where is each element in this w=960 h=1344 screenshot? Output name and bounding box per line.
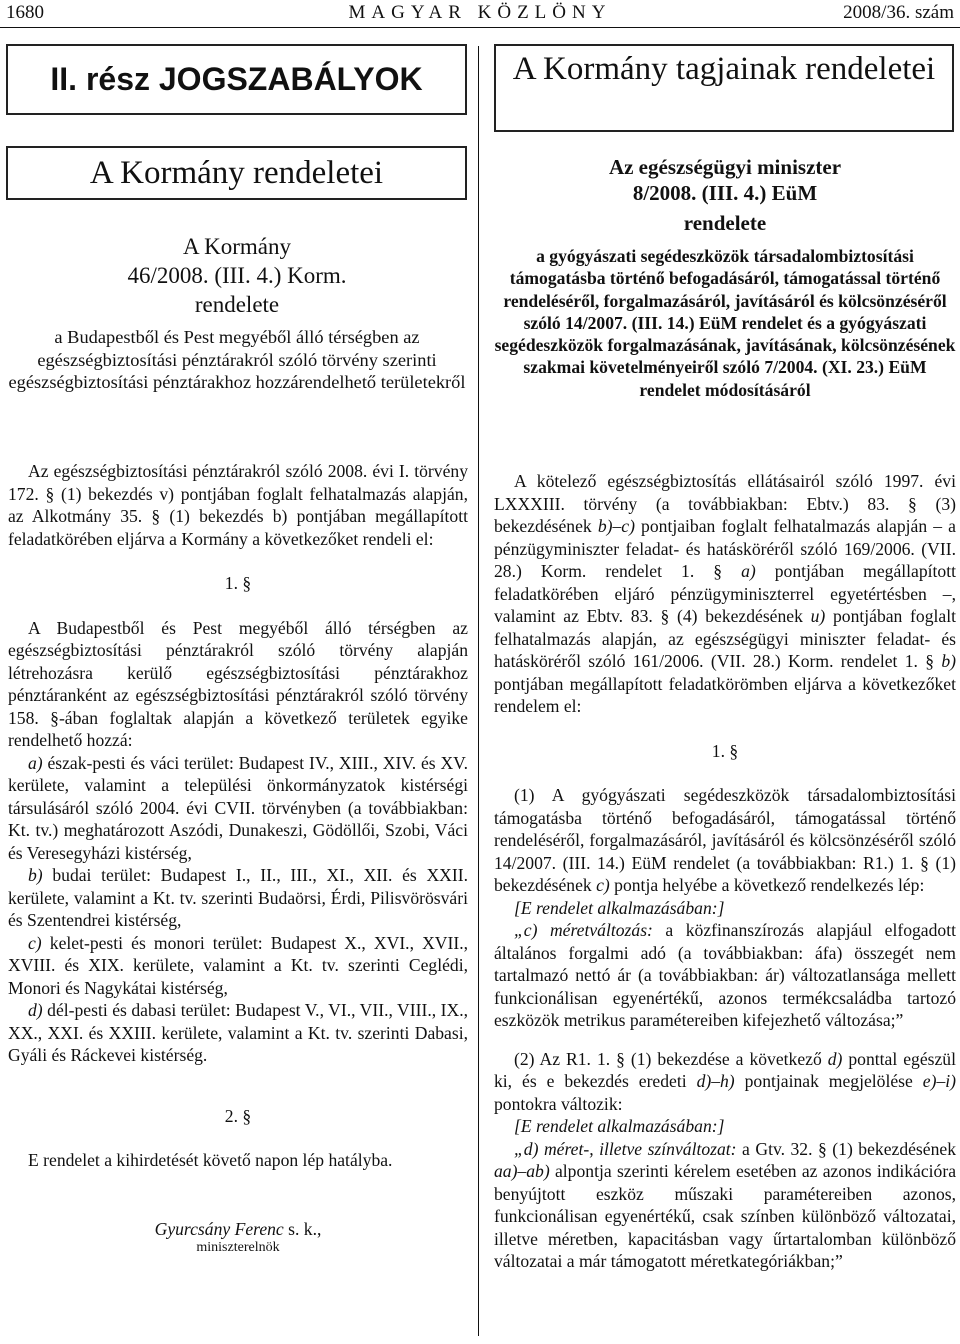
preamble-right-ref: b)–c)	[597, 516, 635, 536]
paragraph-1	[494, 784, 956, 897]
gazette-title: MAGYAR KÖZLÖNY	[348, 2, 612, 23]
decree-number-right: 8/2008. (III. 4.) EüM	[632, 181, 818, 205]
section-1-heading-right: 1. §	[711, 740, 739, 761]
paragraph-1-note: [E rendelet alkalmazásában:]	[514, 897, 725, 918]
part-title: II. rész JOGSZABÁLYOK	[6, 44, 467, 115]
decree-heading-right	[494, 154, 956, 401]
paragraph-2-ref: d)–h)	[696, 1071, 735, 1091]
quote-text: a Gtv. 32. § (1) bekezdésének	[736, 1138, 956, 1159]
decree-number: 46/2008. (III. 4.) Korm.	[127, 263, 347, 288]
paragraph-2-part: (2) Az R1. 1. § (1) bekezdése a következő	[514, 1048, 828, 1069]
preamble-right-ref: u)	[810, 606, 826, 626]
signature-rank: miniszterelnök	[196, 1240, 280, 1255]
decree-kind: rendelete	[194, 292, 280, 317]
preamble-right-part: A kötelező egészségbiztosítás ellátásairól szóló 1997. évi LXXXIII. törvény (a továbbiakban: Ebtv.) 83. § (3) bekezdésének	[494, 471, 956, 536]
signature-sk: s. k.,	[283, 1218, 322, 1239]
decree-heading-left	[8, 232, 466, 394]
point-c-text: kelet-pesti és monori terület: Budapest X., XVI., XVII., XVIII. és XIX. kerülete, valamint a Kt. tv. szerinti Ceglédi, Monori és Nagykátai kistérség,	[8, 932, 468, 998]
point-d	[8, 999, 468, 1067]
signature-name: Gyurcsány Ferenc	[154, 1218, 284, 1239]
point-d-label: d)	[28, 1000, 43, 1020]
quote-text: a közfinanszírozás alapjául elfogadott általános forgalmi adó (a továbbiakban: áfa) összegét nem tartalmazó nettó ár (a továbbiakban: ár) változatlansága mellett funkcionálisan egyenértékű, azonos termékcsaládba tartozó eszközök metrikus paramétereiben kifejezhető változása;”	[494, 920, 956, 1030]
paragraph-2-note: [E rendelet alkalmazásában:]	[514, 1116, 725, 1136]
paragraph-2-part: pontjainak megjelölése	[734, 1071, 923, 1091]
preamble-right-ref: b)	[941, 651, 956, 671]
paragraph-1-ref: c)	[596, 875, 610, 895]
header-rule	[0, 27, 960, 28]
point-b-label: b)	[28, 865, 43, 885]
paragraph-1-part: pontja helyébe a következő rendelkezés lép:	[609, 875, 925, 895]
paragraph-2-part: ponttal egészül ki, és e bekezdés eredeti	[494, 1048, 956, 1091]
signature	[8, 1218, 468, 1257]
decree-body-left	[8, 460, 468, 1256]
point-d-text: dél-pesti és dabasi terület: Budapest V., VI., VII., VIII., IX., XX., XXI. és XXIII. kerülete, valamint a Kt. tv. szerinti Dabasi, Gyáli és Ráckevei kistérség.	[8, 1000, 468, 1065]
page-header	[0, 0, 960, 28]
paragraph-2-ref: d)	[827, 1048, 843, 1069]
paragraph-1-quote	[494, 919, 956, 1032]
point-b-text: budai terület: Budapest I., II., III., XI., XII. és XXII. kerülete, valamint a Kt. tv. szerinti Budaörsi, Érdi, Pilisvörösvári és Szentendrei kistérség,	[8, 865, 468, 930]
decree-issuer: A Kormány	[183, 234, 291, 259]
issue-number: 2008/36. szám	[843, 2, 954, 23]
section-title-right: A Kormány tagjainak rendeletei	[494, 44, 954, 132]
paragraph-2-ref: e)–i)	[922, 1071, 956, 1091]
section-2-text: E rendelet a kihirdetését követő napon lép hatályba.	[28, 1150, 393, 1170]
column-divider	[478, 46, 479, 1336]
decree-issuer-right: Az egészségügyi miniszter	[608, 155, 842, 179]
preamble-right-part: pontjában megállapított feladatkörében eljáró pénzügyminiszterrel egyetértésben –, valamint az Ebtv. 83. § (4) bekezdésének	[494, 561, 956, 626]
decree-kind-right: rendelete	[683, 211, 767, 235]
paragraph-2-quote	[494, 1138, 956, 1273]
point-b	[8, 864, 468, 932]
preamble-right-part: pontjaiban foglalt felhatalmazás alapján – a pénzügyminiszter feladat- és hatásköréről szóló 169/2006. (VII. 28.) Korm. rendelet 1. §	[494, 516, 956, 581]
section-title: A Kormány rendeletei	[6, 146, 467, 200]
section-1-heading: 1. §	[224, 573, 252, 593]
preamble: Az egészségbiztosítási pénztárakról szóló 2008. évi I. törvény 172. § (1) bekezdés v) pontjában foglalt felhatalmazás alapján, az Alkotmány 35. § (1) bekezdés b) pontjában megállapított feladatkörében eljárva a Kormány a következőket rendeli el:	[8, 461, 468, 549]
page-number: 1680	[6, 2, 44, 23]
preamble-right-part: pontjában megállapított feladatkörömben eljárva a következőket rendelem el:	[494, 673, 956, 716]
point-a-text: észak-pesti és váci terület: Budapest IV., XIII., XIV. és XV. kerülete, valamint a települési önkormányzatok kistérségi társulásáról szóló 2004. évi CVII. törvényben (a továbbiakban: Kt. tv.) meghatározott Aszódi, Dunakeszi, Gödöllői, Szobi, Váci és Veresegyházi kistérség,	[8, 752, 468, 863]
paragraph-2	[494, 1048, 956, 1116]
preamble-right-ref: a)	[741, 561, 756, 581]
section-1-text: A Budapestből és Pest megyéből álló térségben az egészségbiztosítási pénztárakról szóló törvény alapján létrehozásra kerülő egészségbiztosítási pénztárakhoz pénztáranként az egészségbiztosítási pénztárakról szóló törvény 158. §-ában foglaltak alapján a következő területek egyike rendelhető hozzá:	[8, 617, 468, 750]
quote-ref: aa)–ab)	[494, 1161, 550, 1181]
point-c-label: c)	[28, 932, 42, 953]
decree-body-right	[494, 470, 956, 1273]
point-a	[8, 752, 468, 865]
decree-subject: a Budapestből és Pest megyéből álló térségben az egészségbiztosítási pénztárakról szóló törvény szerinti egészségbiztosítási pénztárakhoz hozzárendelhető területekről	[8, 327, 466, 393]
quote-term: „d) méret-, illetve színváltozat:	[514, 1138, 737, 1159]
paragraph-2-part: pontokra változik:	[494, 1093, 623, 1114]
point-a-label: a)	[28, 752, 43, 773]
paragraph-1-part: (1) A gyógyászati segédeszközök társadalombiztosítási támogatásba történő befogadásáról, támogatással történő rendeléséről, forgalmazásáról, javításáról és kölcsönzéséről szóló 14/2007. (III. 14.) EüM rendelet (a továbbiakban: R1.) 1. § (1) bekezdésének	[494, 785, 956, 895]
decree-subject-right: a gyógyászati segédeszközök társadalombiztosítási támogatásba történő befogadásáról, támogatással történő rendeléséről, forgalmazásáról, javításáról és kölcsönzéséről szóló 14/2007. (III. 14.) EüM rendelet és a gyógyászati segédeszközök forgalmazásának, javításának, kölcsönzésének szakmai követelményeiről szóló 7/2004. (XI. 23.) EüM rendelet módosításáról	[494, 246, 956, 400]
preamble-right	[494, 470, 956, 718]
quote-term: „c) méretváltozás:	[514, 920, 653, 940]
preamble-right-part: pontjában foglalt felhatalmazás alapján, az egészségügyi miniszter feladat- és hatásköréről szóló 161/2006. (VII. 28.) Korm. rendelet 1. §	[494, 606, 956, 671]
point-c	[8, 932, 468, 1000]
quote-text: alpontja szerinti kérelem esetében az azonos indikációra benyújtott eszköz műszaki paramétereiben azonos, funkcionálisan egyenértékű, csak színben különböző változatai, illetve méretben, kapacitásban vagy űrtartalomban különböző változatai a már támogatott méretkategóriákban;”	[494, 1161, 956, 1271]
section-2-heading: 2. §	[224, 1105, 252, 1126]
